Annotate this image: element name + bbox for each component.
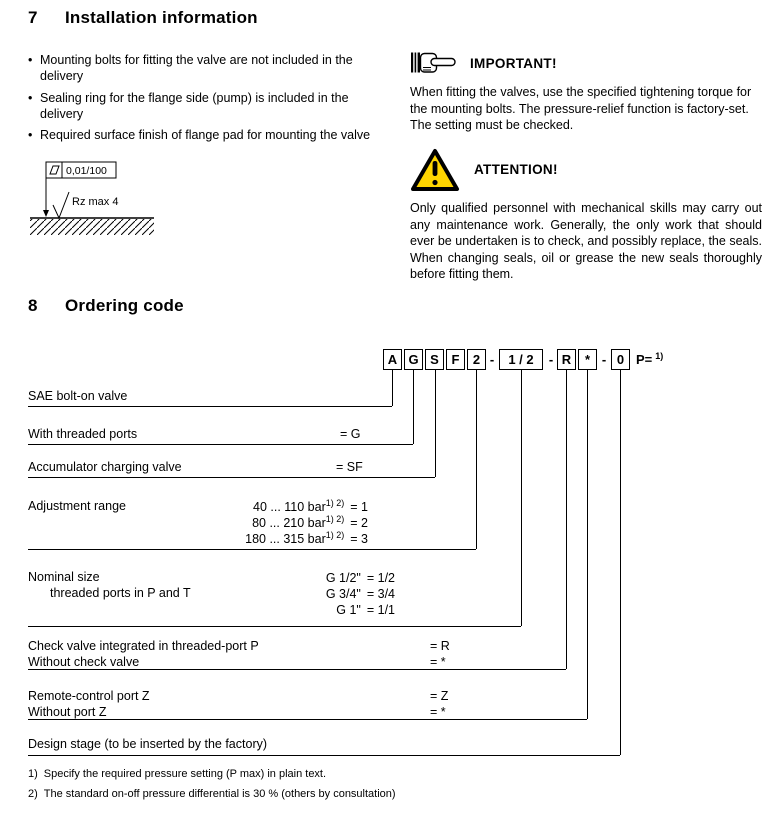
code-box-s: S xyxy=(425,349,444,370)
connector-vline xyxy=(587,370,588,719)
code-box-f: F xyxy=(446,349,465,370)
row-label-check-valve: Check valve integrated in threaded-port P xyxy=(28,639,259,653)
footnote-2-number: 2) xyxy=(28,788,38,800)
list-item-surface-finish: • Required surface finish of flange pad for mounting the valve xyxy=(28,127,380,143)
connector-hline xyxy=(28,755,620,756)
section-7-heading xyxy=(28,8,258,28)
row-value-without-check-valve: = * xyxy=(430,655,446,669)
row-label-threaded-ports: With threaded ports xyxy=(28,427,138,441)
section-8-heading xyxy=(28,296,184,316)
code-box-range: 2 xyxy=(467,349,486,370)
section-7-title: Installation information xyxy=(65,8,258,27)
attention-heading: ATTENTION! xyxy=(474,162,558,178)
footnote-2-text: The standard on-off pressure differential is 30 % (others by consultation) xyxy=(43,788,396,800)
option-line: 40 ... 110 bar$^{1) 2)}$ = 1 xyxy=(253,497,368,514)
connector-vline xyxy=(476,370,477,549)
row-value-remote-port: = Z xyxy=(430,689,449,703)
pmax-footnote-ref: 1) xyxy=(655,350,664,361)
option-line: G 3/4" = 3/4 xyxy=(325,587,395,601)
surface-finish-drawing xyxy=(30,158,180,240)
right-column xyxy=(410,50,762,297)
code-box-check: R xyxy=(557,349,576,370)
row-label-sae-valve: SAE bolt-on valve xyxy=(28,389,128,403)
important-header xyxy=(410,50,762,76)
connector-hline xyxy=(28,626,521,627)
installation-notes-list xyxy=(28,52,380,148)
row-value-threaded-ports: = G xyxy=(340,427,361,441)
code-dash-2: - xyxy=(548,352,554,367)
adjustment-range-options xyxy=(180,499,368,547)
row-label-without-port-z: Without port Z xyxy=(28,705,107,719)
footnote-1 xyxy=(28,768,326,780)
row-value-without-port-z: = * xyxy=(430,705,446,719)
section-8-number: 8 xyxy=(28,296,38,315)
connector-hline xyxy=(28,719,587,720)
pmax-text: P= xyxy=(636,352,653,367)
section-8-title: Ordering code xyxy=(65,296,184,315)
connector-hline xyxy=(28,477,435,478)
option-line: 80 ... 210 bar$^{1) 2)}$ = 2 xyxy=(252,513,368,530)
code-box-g: G xyxy=(404,349,423,370)
connector-hline xyxy=(28,406,392,407)
connector-vline xyxy=(435,370,436,477)
row-label-remote-port: Remote-control port Z xyxy=(28,689,150,703)
leader-arrow xyxy=(43,210,49,217)
row-value-check-valve: = R xyxy=(430,639,450,653)
pointing-hand-icon xyxy=(410,50,456,76)
footnote-1-text: Specify the required pressure setting (P max) in plain text. xyxy=(43,768,327,780)
list-item-mounting-bolts: • Mounting bolts for fitting the valve are not included in the delivery xyxy=(28,52,380,85)
roughness-value: Rz max 4 xyxy=(72,196,119,208)
warning-triangle-icon xyxy=(410,148,460,192)
section-7-number: 7 xyxy=(28,8,38,27)
attention-header xyxy=(410,148,762,192)
code-dash-1: - xyxy=(489,352,495,367)
connector-hline xyxy=(28,669,566,670)
code-dash-3: - xyxy=(601,352,607,367)
connector-vline xyxy=(566,370,567,669)
option-line: G 1/2" = 1/2 xyxy=(325,571,395,585)
hatching xyxy=(30,219,154,235)
attention-body: Only qualified personnel with mechanical skills may carry out any maintenance work. Generally, the only work that should ever be undertaken is to check, and possibly replace, the seals. When changing seals, oil or grease the new seals thoroughly before fitting them. xyxy=(410,200,762,282)
row-label-adjustment-range: Adjustment range xyxy=(28,499,126,513)
row-label-nominal-size: Nominal size xyxy=(28,570,100,584)
important-heading: IMPORTANT! xyxy=(470,55,557,71)
option-line: G 1" = 1/1 xyxy=(336,603,395,617)
roughness-symbol-icon xyxy=(53,192,69,218)
connector-vline xyxy=(413,370,414,444)
row-value-accumulator: = SF xyxy=(336,460,363,474)
code-box-design: 0 xyxy=(611,349,630,370)
row-label-accumulator: Accumulator charging valve xyxy=(28,460,182,474)
row-label-design-stage: Design stage (to be inserted by the factory) xyxy=(28,737,268,751)
row-sublabel-nominal-size: threaded ports in P and T xyxy=(50,586,191,600)
option-line: 180 ... 315 bar$^{1) 2)}$ = 3 xyxy=(245,529,368,546)
code-box-size: 1 / 2 xyxy=(499,349,543,370)
connector-hline xyxy=(28,444,413,445)
connector-vline xyxy=(392,370,393,406)
pmax-label xyxy=(636,352,663,367)
code-box-a: A xyxy=(383,349,402,370)
flatness-value: 0,01/100 xyxy=(66,165,107,177)
row-label-without-check-valve: Without check valve xyxy=(28,655,140,669)
code-box-star: * xyxy=(578,349,597,370)
nominal-size-options xyxy=(180,570,395,618)
connector-vline xyxy=(521,370,522,626)
important-body: When fitting the valves, use the specified tightening torque for the mounting bolts. The pressure-relief function is factory-set. The setting must be checked. xyxy=(410,85,752,133)
footnote-2 xyxy=(28,788,396,800)
list-item-sealing-ring: • Sealing ring for the flange side (pump) is included in the delivery xyxy=(28,90,380,123)
footnote-1-number: 1) xyxy=(28,768,38,780)
connector-hline xyxy=(28,549,476,550)
connector-vline xyxy=(620,370,621,755)
